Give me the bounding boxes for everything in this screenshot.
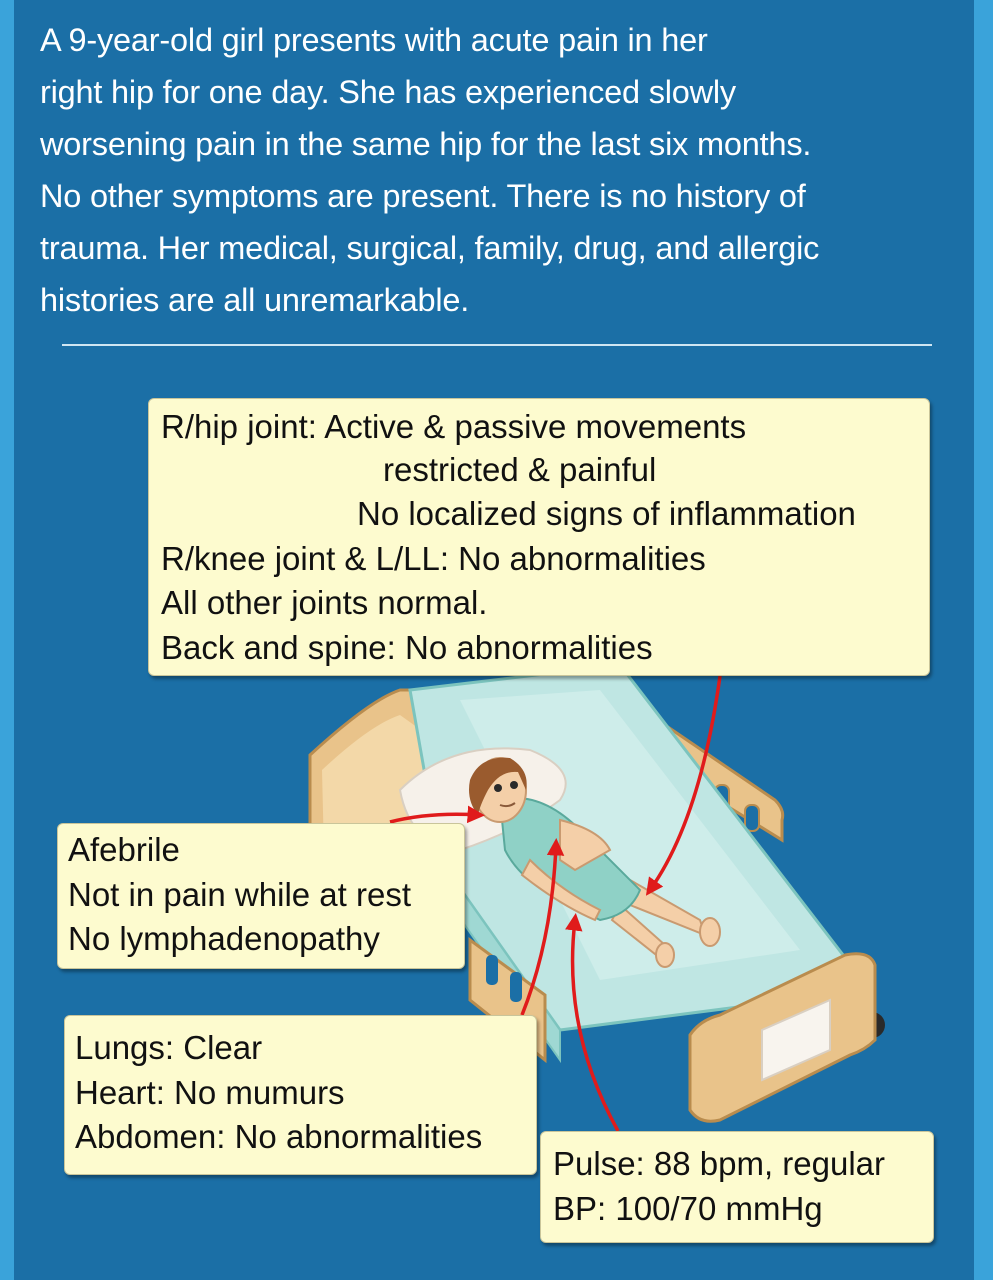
general-findings-note	[57, 823, 465, 969]
exam-line: All other joints normal.	[161, 584, 488, 621]
general-line: No lymphadenopathy	[68, 920, 380, 957]
case-line: right hip for one day. She has experienced slowly	[40, 74, 736, 110]
systems-line: Lungs: Clear	[75, 1029, 263, 1066]
case-line: No other symptoms are present. There is no history of	[40, 178, 806, 214]
exam-line: restricted & painful	[383, 450, 657, 488]
systems-findings-note	[64, 1015, 537, 1175]
vitals-line: BP: 100/70 mmHg	[553, 1189, 823, 1227]
case-line: trauma. Her medical, surgical, family, drug, and allergic	[40, 230, 820, 266]
systems-line: Heart: No mumurs	[75, 1073, 345, 1111]
exam-line: R/hip joint: Active & passive movements	[161, 408, 747, 445]
exam-line: No localized signs of inflammation	[357, 495, 856, 532]
exam-line: R/knee joint & L/LL: No abnormalities	[161, 539, 706, 577]
general-line: Not in pain while at rest	[68, 875, 412, 913]
vitals-line: Pulse: 88 bpm, regular	[553, 1145, 886, 1182]
exam-line: Back and spine: No abnormalities	[161, 628, 653, 666]
exam-findings-note	[148, 398, 930, 676]
case-line: A 9-year-old girl presents with acute pain in her	[40, 22, 708, 58]
vital-signs-note	[540, 1131, 934, 1243]
case-line: histories are all unremarkable.	[40, 282, 470, 318]
general-line: Afebrile	[68, 831, 180, 868]
case-line: worsening pain in the same hip for the last six months.	[40, 126, 812, 162]
systems-line: Abdomen: No abnormalities	[75, 1118, 483, 1155]
